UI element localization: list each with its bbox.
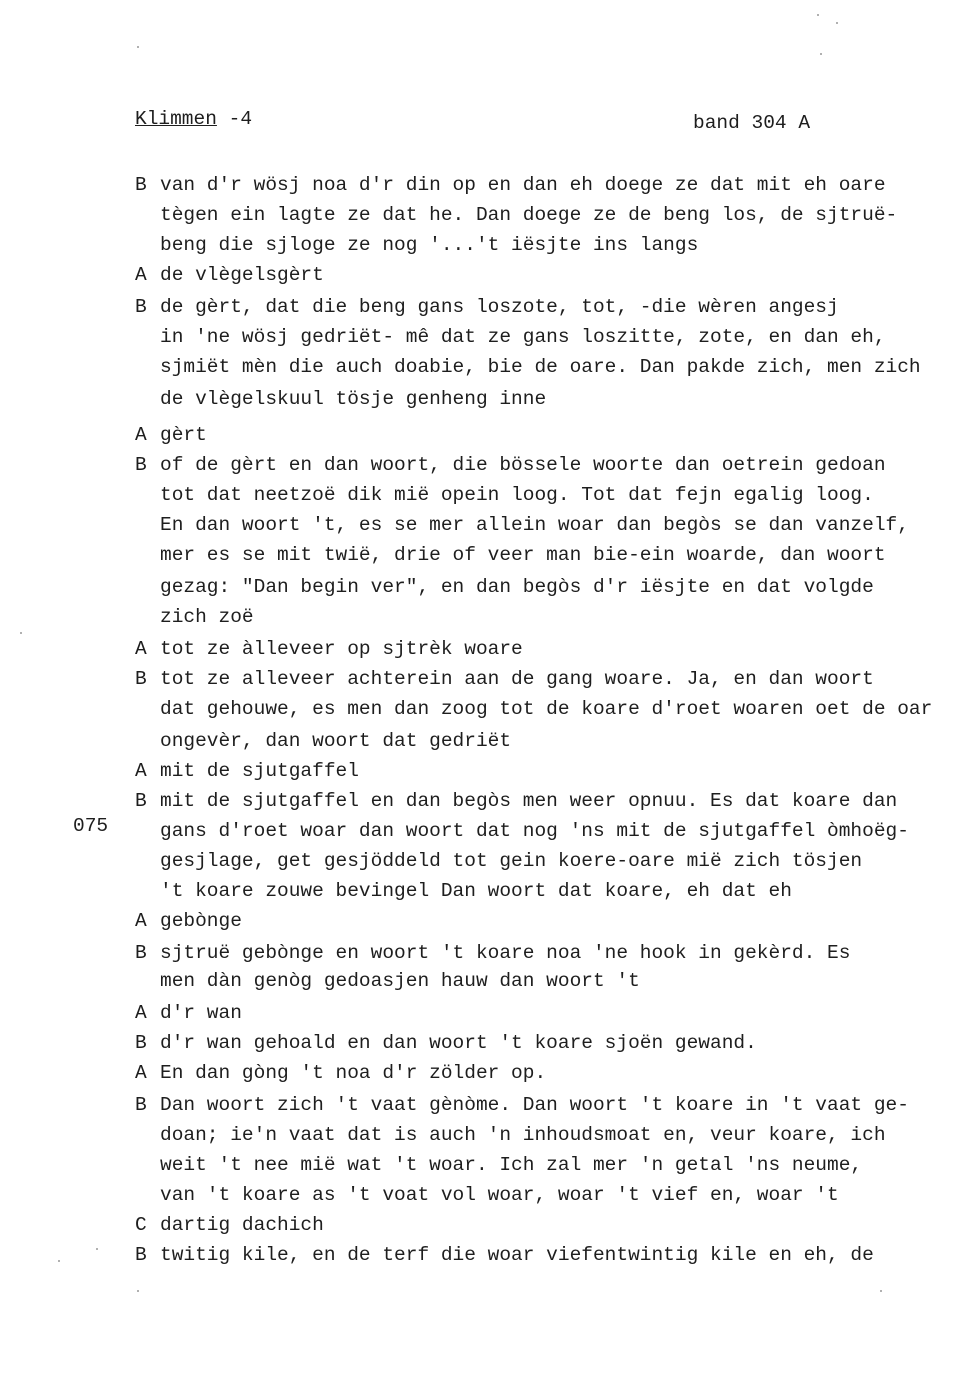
transcript-line — [135, 1028, 970, 1058]
title-underlined: Klimmen — [135, 108, 217, 130]
line-text: sjmiët mèn die auch doabie, bie de oare. Dan pakde zich, men zich — [160, 356, 921, 378]
speaker-label: B — [135, 1032, 147, 1054]
transcript-line — [135, 1180, 970, 1210]
line-text: d'r wan — [160, 1002, 242, 1024]
transcript-line — [135, 1240, 970, 1270]
transcript-line — [135, 510, 970, 540]
transcript-line — [135, 906, 970, 936]
line-text: dartig dachich — [160, 1214, 324, 1236]
line-text: doan; ie'n vaat dat is auch 'n inhoudsmoat en, veur koare, ich — [160, 1124, 886, 1146]
scan-speck — [58, 1260, 60, 1262]
line-text: de vlègelskuul tösje genheng inne — [160, 388, 547, 410]
transcript-line — [135, 756, 970, 786]
line-text: tot ze àlleveer op sjtrèk woare — [160, 638, 523, 660]
transcript-line — [135, 998, 970, 1028]
speaker-label: C — [135, 1214, 147, 1236]
line-text: Dan woort zich 't vaat gènòme. Dan woort 't koare in 't vaat ge- — [160, 1094, 909, 1116]
speaker-label: B — [135, 1244, 147, 1266]
line-text: de vlègelsgèrt — [160, 264, 324, 286]
speaker-label: B — [135, 790, 147, 812]
line-text: men dàn genòg gedoasjen hauw dan woort 't — [160, 970, 640, 992]
line-text: mit de sjutgaffel — [160, 760, 359, 782]
transcript-line — [135, 966, 970, 996]
transcript-line — [135, 420, 970, 450]
title-page-number: -4 — [216, 108, 253, 130]
line-text: sjtruë gebònge en woort 't koare noa 'ne hook in gekèrd. Es — [160, 942, 851, 964]
band-label: band 304 A — [693, 112, 811, 134]
line-text: gesjlage, get gesjöddeld tot gein koere-oare mië zich tösjen — [160, 850, 863, 872]
transcript-line — [135, 694, 970, 724]
transcript-line — [135, 1210, 970, 1240]
line-text: 't koare zouwe bevingel Dan woort dat koare, eh dat eh — [160, 880, 792, 902]
line-text: in 'ne wösj gedriët- mê dat ze gans loszitte, zote, en dan eh, — [160, 326, 886, 348]
scan-speck — [836, 22, 838, 24]
transcript-line — [135, 664, 970, 694]
line-text: ongevèr, dan woort dat gedriët — [160, 730, 512, 752]
line-text: En dan woort 't, es se mer allein woar dan begòs se dan vanzelf, — [160, 514, 909, 536]
line-text: En dan gòng 't noa d'r zölder op. — [160, 1062, 547, 1084]
speaker-label: B — [135, 174, 147, 196]
scan-speck — [96, 1248, 98, 1250]
speaker-label: B — [135, 296, 147, 318]
transcript-line — [135, 200, 970, 230]
transcript-line — [135, 230, 970, 260]
speaker-label: A — [135, 1002, 147, 1024]
transcript-line — [135, 938, 970, 968]
speaker-label: A — [135, 910, 147, 932]
speaker-label: A — [135, 638, 147, 660]
speaker-label: B — [135, 668, 147, 690]
transcript-line — [135, 1120, 970, 1150]
scan-speck — [137, 46, 139, 48]
speaker-label: B — [135, 1094, 147, 1116]
transcript-line — [135, 260, 970, 290]
speaker-label: B — [135, 454, 147, 476]
speaker-label: A — [135, 1062, 147, 1084]
transcript-line — [135, 602, 970, 632]
transcript-line — [135, 634, 970, 664]
line-text: zich zoë — [160, 606, 254, 628]
transcript-line — [135, 170, 970, 200]
line-text: van d'r wösj noa d'r din op en dan eh doege ze dat mit eh oare — [160, 174, 886, 196]
line-text: weit 't nee mië wat 't woar. Ich zal mer 'n getal 'ns neume, — [160, 1154, 863, 1176]
scan-speck — [817, 14, 819, 16]
line-text: tot dat neetzoë dik mië opein loog. Tot dat fejn egalig loog. — [160, 484, 874, 506]
transcript-line — [135, 480, 970, 510]
line-text: gebònge — [160, 910, 242, 932]
transcript-line — [135, 816, 970, 846]
line-text: dat gehouwe, es men dan zoog tot de koare d'roet woaren oet de oar — [160, 698, 933, 720]
transcript-line — [135, 846, 970, 876]
scan-speck — [820, 53, 822, 55]
transcript-line — [135, 726, 970, 756]
transcript-line — [135, 450, 970, 480]
transcript-line — [135, 292, 970, 322]
line-text: mit de sjutgaffel en dan begòs men weer opnuu. Es dat koare dan — [160, 790, 898, 812]
header-title — [135, 108, 252, 130]
scan-speck — [20, 632, 22, 634]
transcript-line — [135, 1090, 970, 1120]
line-text: tot ze alleveer achterein aan de gang woare. Ja, en dan woort — [160, 668, 874, 690]
line-text: gans d'roet woar dan woort dat nog 'ns mit de sjutgaffel òmhoëg- — [160, 820, 909, 842]
line-text: d'r wan gehoald en dan woort 't koare sjoën gewand. — [160, 1032, 757, 1054]
speaker-label: A — [135, 264, 147, 286]
transcript-line — [135, 876, 970, 906]
line-text: twitig kile, en de terf die woar viefentwintig kile en eh, de — [160, 1244, 874, 1266]
transcript-line — [135, 1150, 970, 1180]
line-text: of de gèrt en dan woort, die bössele woorte dan oetrein gedoan — [160, 454, 886, 476]
line-text: de gèrt, dat die beng gans loszote, tot, -die wèren angesj — [160, 296, 839, 318]
line-text: van 't koare as 't voat vol woar, woar 't vief en, woar 't — [160, 1184, 839, 1206]
transcript-line — [135, 1058, 970, 1088]
line-text: tègen ein lagte ze dat he. Dan doege ze de beng los, de sjtruë- — [160, 204, 898, 226]
speaker-label: A — [135, 760, 147, 782]
scan-speck — [137, 1290, 139, 1292]
transcript-line — [135, 352, 970, 382]
transcript-line — [135, 786, 970, 816]
line-text: gezag: "Dan begin ver", en dan begòs d'r iësjte en dat volgde — [160, 576, 874, 598]
margin-counter: 075 — [73, 815, 109, 837]
transcript-line — [135, 540, 970, 570]
scan-speck — [880, 1290, 882, 1292]
transcript-line — [135, 384, 970, 414]
speaker-label: B — [135, 942, 147, 964]
speaker-label: A — [135, 424, 147, 446]
transcript-line — [135, 572, 970, 602]
transcript-line — [135, 322, 970, 352]
line-text: mer es se mit twië, drie of veer man bie-ein woarde, dan woort — [160, 544, 886, 566]
line-text: gèrt — [160, 424, 207, 446]
line-text: beng die sjloge ze nog '...'t iësjte ins langs — [160, 234, 699, 256]
